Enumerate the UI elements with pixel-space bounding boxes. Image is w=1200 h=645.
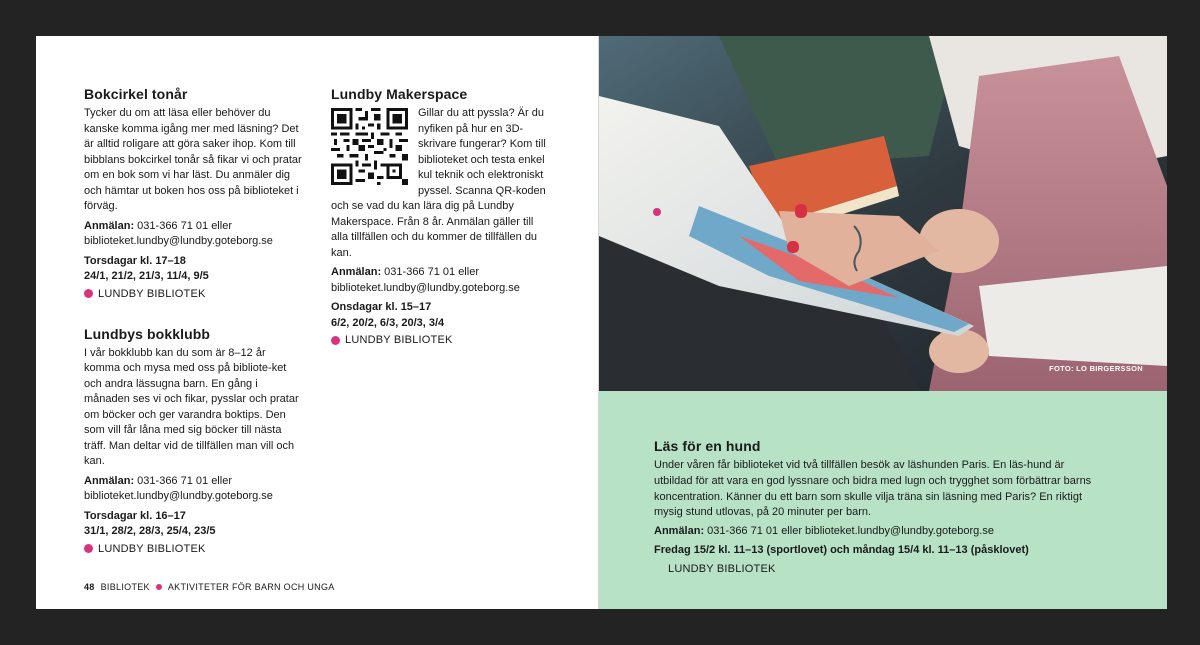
page-number: 48 xyxy=(84,582,95,592)
registration-info xyxy=(84,219,304,250)
pink-dot-icon xyxy=(84,544,93,553)
schedule-dates: 24/1, 21/2, 21/3, 11/4, 9/5 xyxy=(84,270,209,282)
qr-code-icon[interactable] xyxy=(331,108,408,185)
schedule-day: Torsdagar kl. 17–18 xyxy=(84,254,186,267)
bokklubb-section xyxy=(84,326,304,555)
footer-section: BIBLIOTEK xyxy=(100,582,150,592)
schedule-day: Onsdagar kl. 15–17 xyxy=(331,301,432,313)
registration-label: Anmälan: xyxy=(84,474,135,487)
bokcirkel-section xyxy=(84,86,304,300)
makerspace-section xyxy=(331,86,551,346)
section-title: Bokcirkel tonår xyxy=(84,86,188,102)
pink-dot-icon xyxy=(84,289,93,298)
registration-text: 031-366 71 01 eller biblioteket.lundby@lundby.goteborg.se xyxy=(84,219,273,247)
library-name: LUNDBY BIBLIOTEK xyxy=(98,542,206,555)
right-page xyxy=(599,36,1167,609)
pink-dot-icon xyxy=(331,336,340,345)
registration-label: Anmälan: xyxy=(654,525,705,538)
library-tag xyxy=(668,563,1094,575)
library-name: LUNDBY BIBLIOTEK xyxy=(345,334,453,346)
registration-info xyxy=(84,474,304,505)
section-body: I vår bokklubb kan du som är 8–12 år komma och mysa med oss på bibliote-ket och andra lässugna barn. En gång i månaden ses vi och fikar, pysslar och pratar om böcker och ger varandra boktips. Den som vill får låna med sig böcker till nästa träff. Man deltar vid de tillfällen man vill och kan. xyxy=(84,346,299,467)
schedule-dates: Fredag 15/2 kl. 11–13 (sportlovet) och måndag 15/4 kl. 11–13 (påsklovet) xyxy=(654,543,1029,556)
photo-credit: FOTO: LO BIRGERSSON xyxy=(1049,364,1143,373)
footer-subsection: AKTIVITETER FÖR BARN OCH UNGA xyxy=(167,582,335,592)
registration-label: Anmälan: xyxy=(84,219,135,232)
library-tag xyxy=(331,334,551,346)
right-column xyxy=(331,86,551,346)
schedule xyxy=(331,300,551,331)
hund-section xyxy=(654,438,1094,575)
section-title: Lundbys bokklubb xyxy=(84,325,211,342)
makerspace-content xyxy=(331,106,551,261)
registration-text: 031-366 71 01 eller biblioteket.lundby@lundby.goteborg.se xyxy=(84,474,273,502)
registration-text: 031-366 71 01 eller biblioteket.lundby@lundby.goteborg.se xyxy=(331,266,520,294)
schedule-dates: 6/2, 20/2, 6/3, 20/3, 3/4 xyxy=(331,316,445,329)
registration-info xyxy=(331,265,551,296)
book-spread xyxy=(36,36,1167,609)
section-body: Under våren får biblioteket vid två tillfällen besök av läshunden Paris. En läs-hund är utbildad för att vara en god lyssnare och bidra med lugn och trygghet som förbättrar barns koncentration. Känner du ett barn som skulle vilja träna sin läsning med Paris? En riktigt mysig stund utlovas, på 20 minuter per barn. xyxy=(654,459,1092,519)
schedule xyxy=(84,254,304,285)
page-footer xyxy=(84,582,335,592)
section-body: Gillar du att pyssla? Är du nyfiken på hur en 3D-skrivare fungerar? Kom till biblioteket och testa enkel kul teknik och elektroniskt pyssel. Scanna QR-koden och se vad du kan lära dig på Lundby Makerspace. Från 8 år. Anmälan gäller till alla tillfällen och du kommer de tillfällen du kan. xyxy=(331,107,546,259)
schedule-dates: 31/1, 28/2, 28/3, 25/4, 23/5 xyxy=(84,525,216,537)
schedule xyxy=(84,509,304,540)
reading-photo xyxy=(599,36,1167,391)
library-tag xyxy=(84,543,304,555)
section-title: Läs för en hund xyxy=(654,438,761,454)
library-name: LUNDBY BIBLIOTEK xyxy=(98,287,206,300)
library-name: LUNDBY BIBLIOTEK xyxy=(668,563,776,576)
left-column xyxy=(84,86,304,555)
library-tag xyxy=(84,288,304,300)
registration-info xyxy=(654,524,1094,540)
pink-dot-icon xyxy=(156,584,162,590)
left-page xyxy=(36,36,599,609)
registration-label: Anmälan: xyxy=(331,266,382,278)
registration-text: 031-366 71 01 eller biblioteket.lundby@lundby.goteborg.se xyxy=(704,525,994,538)
section-title: Lundby Makerspace xyxy=(331,86,468,102)
section-body: Tycker du om att läsa eller behöver du kanske komma igång mer med läsning? Det är alltid roligare att göra saker ihop. Kom till bibblans bokcirkel tonår så fikar vi och pratar om en bok som vi har läst. Du anmäler dig och hämtar ut boken hos oss på biblioteket i förväg. xyxy=(84,107,302,212)
schedule-day: Torsdagar kl. 16–17 xyxy=(84,509,186,522)
